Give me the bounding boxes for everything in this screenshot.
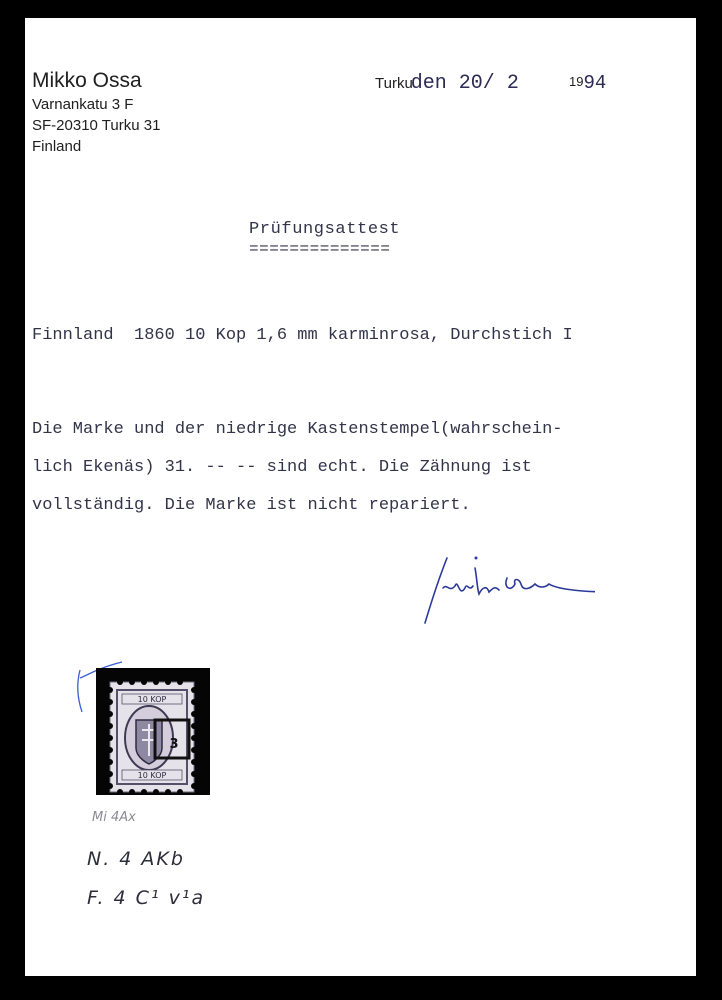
date-day-month: den 20/ 2 [410, 72, 519, 95]
handwritten-note-norma: N. 4 AKb [87, 848, 185, 870]
body-line-2: lich Ekenäs) 31. -- -- sind echt. Die Zähnung ist [32, 458, 532, 477]
certificate-body [32, 411, 563, 525]
title-underline: ============== [249, 240, 391, 258]
handwritten-note-michel: Mi 4Ax [92, 810, 136, 825]
mounted-stamp [70, 650, 190, 795]
sender-street: Varnankatu 3 F [32, 96, 134, 113]
cancel-number: 3 [169, 737, 179, 752]
sender-city: SF-20310 Turku 31 [32, 117, 161, 134]
dateline [375, 72, 606, 95]
sender-country: Finland [32, 138, 82, 155]
body-line-3: vollständig. Die Marke ist nicht repariert. [32, 496, 471, 515]
certificate-title: Prüfungsattest [249, 220, 401, 239]
signature [395, 548, 595, 628]
body-line-1: Die Marke und der niedrige Kastenstempel(wahrschein- [32, 420, 563, 439]
handwritten-note-facit: F. 4 C¹ v¹a [87, 887, 206, 909]
sender-name: Mikko Ossa [32, 69, 142, 92]
stamp-image [70, 650, 210, 795]
date-year-suffix: 94 [583, 72, 607, 94]
date-place: Turku [375, 75, 413, 92]
date-year-prefix: 19 [569, 74, 584, 89]
stamp-bottom-value: 10 KOP [137, 771, 167, 780]
stamp-top-value: 10 KOP [137, 695, 167, 704]
stamp-description: Finnland 1860 10 Kop 1,6 mm karminrosa, Durchstich I [32, 326, 573, 345]
sender-block [32, 68, 160, 157]
